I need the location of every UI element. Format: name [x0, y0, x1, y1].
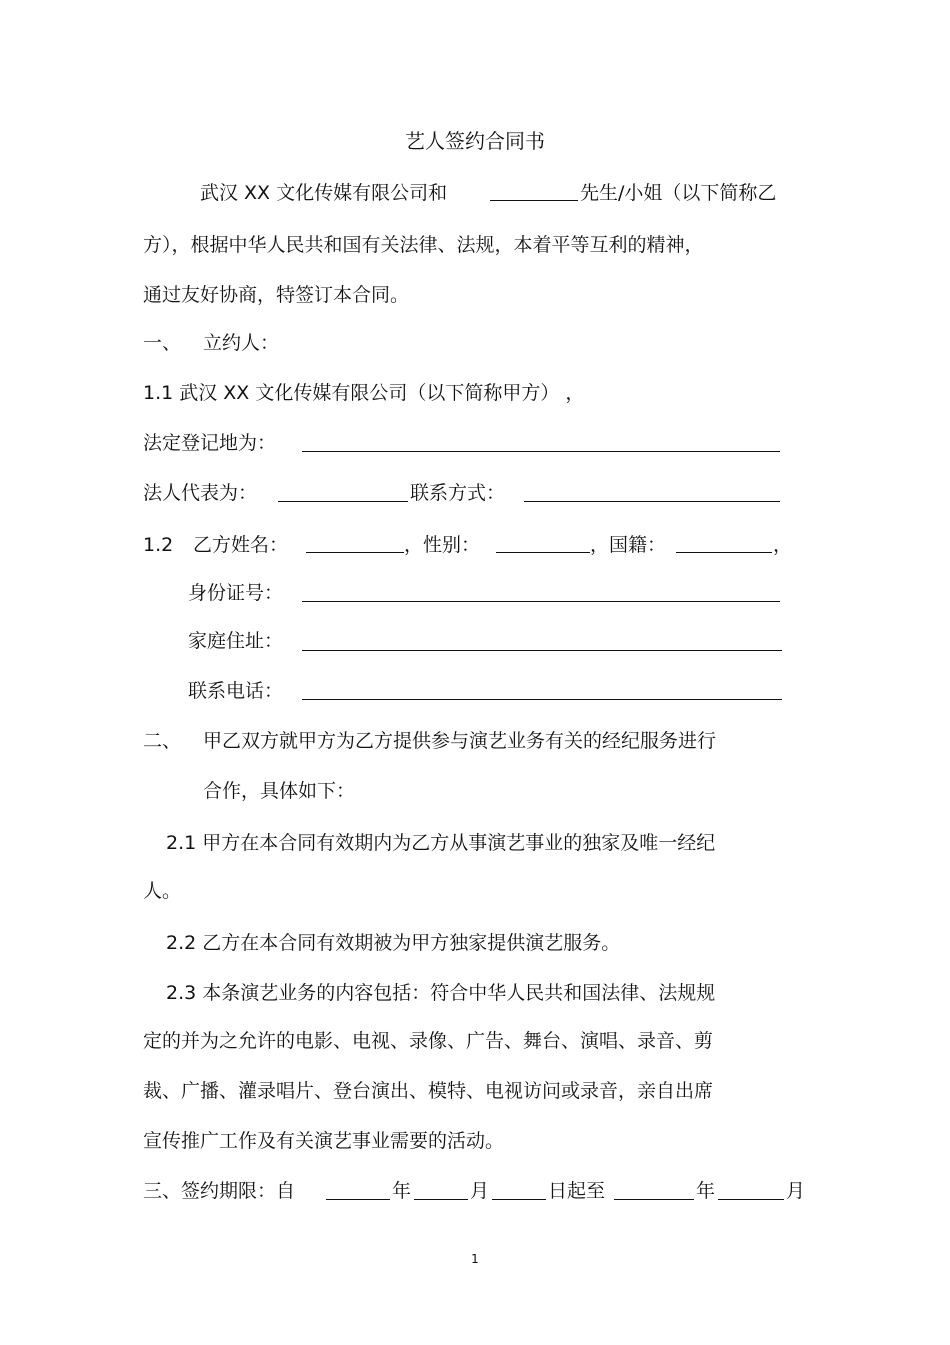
- section-1-number: 一、: [143, 332, 182, 354]
- reg-address-label: 法定登记地为：: [143, 432, 277, 454]
- home-address-label: 家庭住址：: [188, 630, 284, 652]
- section-2-heading-cont: 合作，具体如下：: [203, 780, 356, 802]
- section-2-number: 二、: [143, 730, 182, 752]
- clause-2-1-line-1: 2.1 甲方在本合同有效期内为乙方从事演艺事业的独家及唯一经纪: [166, 832, 716, 854]
- party-b-line-end: ，: [773, 534, 793, 556]
- clause-2-3-line-4: 宣传推广工作及有关演艺事业需要的活动。: [143, 1130, 505, 1152]
- id-number-label: 身份证号：: [188, 582, 284, 604]
- party-a-line: 1.1 武汉 XX 文化传媒有限公司（以下简称甲方） ，: [143, 382, 585, 404]
- term-label: 三、签约期限：自: [143, 1180, 296, 1202]
- blank-end-year: [614, 1199, 694, 1200]
- party-b-name-label: 乙方姓名：: [193, 534, 289, 556]
- clause-2-3-line-1: 2.3 本条演艺业务的内容包括：符合中华人民共和国法律、法规规: [166, 982, 716, 1004]
- legal-rep-label: 法人代表为：: [143, 482, 258, 504]
- clause-2-1-line-2: 人。: [143, 880, 182, 902]
- intro-line-2: 方），根据中华人民共和国有关法律、法规，本着平等互利的精神，: [143, 234, 704, 256]
- term-month-1: 月: [470, 1180, 490, 1202]
- blank-legal-rep: [278, 501, 408, 502]
- party-b-number: 1.2: [143, 534, 174, 556]
- blank-phone: [302, 699, 782, 700]
- term-year-2: 年: [696, 1180, 716, 1202]
- blank-party-b-name: [490, 200, 578, 201]
- blank-start-day: [492, 1199, 546, 1200]
- term-day-to: 日起至: [548, 1180, 606, 1202]
- blank-home-address: [302, 650, 782, 651]
- blank-reg-address: [302, 451, 780, 452]
- gender-label: ，性别：: [404, 534, 481, 556]
- nationality-label: ，国籍：: [590, 534, 667, 556]
- document-title: 艺人签约合同书: [405, 129, 545, 153]
- clause-2-3-line-2: 定的并为之允许的电影、电视、录像、广告、舞台、演唱、录音、剪: [143, 1030, 714, 1052]
- page-number: 1: [471, 1252, 479, 1266]
- blank-start-month: [414, 1199, 468, 1200]
- blank-contact: [524, 501, 780, 502]
- blank-gender: [496, 552, 590, 553]
- term-month-2: 月: [786, 1180, 806, 1202]
- blank-start-year: [326, 1199, 390, 1200]
- intro-line-1a: 武汉 XX 文化传媒有限公司和: [200, 182, 448, 204]
- blank-end-month: [718, 1199, 784, 1200]
- contact-label: 联系方式：: [410, 482, 506, 504]
- blank-party-b-name-field: [306, 552, 404, 553]
- term-year-1: 年: [392, 1180, 412, 1202]
- section-1-heading: 立约人：: [203, 332, 280, 354]
- intro-line-3: 通过友好协商，特签订本合同。: [143, 284, 410, 306]
- blank-nationality: [676, 552, 772, 553]
- clause-2-2: 2.2 乙方在本合同有效期被为甲方独家提供演艺服务。: [166, 932, 621, 954]
- phone-label: 联系电话：: [188, 680, 284, 702]
- section-2-heading: 甲乙双方就甲方为乙方提供参与演艺业务有关的经纪服务进行: [203, 730, 717, 752]
- blank-id-number: [302, 601, 780, 602]
- intro-line-1b: 先生/小姐（以下简称乙: [580, 182, 777, 204]
- clause-2-3-line-3: 裁、广播、灌录唱片、登台演出、模特、电视访问或录音，亲自出席: [143, 1080, 714, 1102]
